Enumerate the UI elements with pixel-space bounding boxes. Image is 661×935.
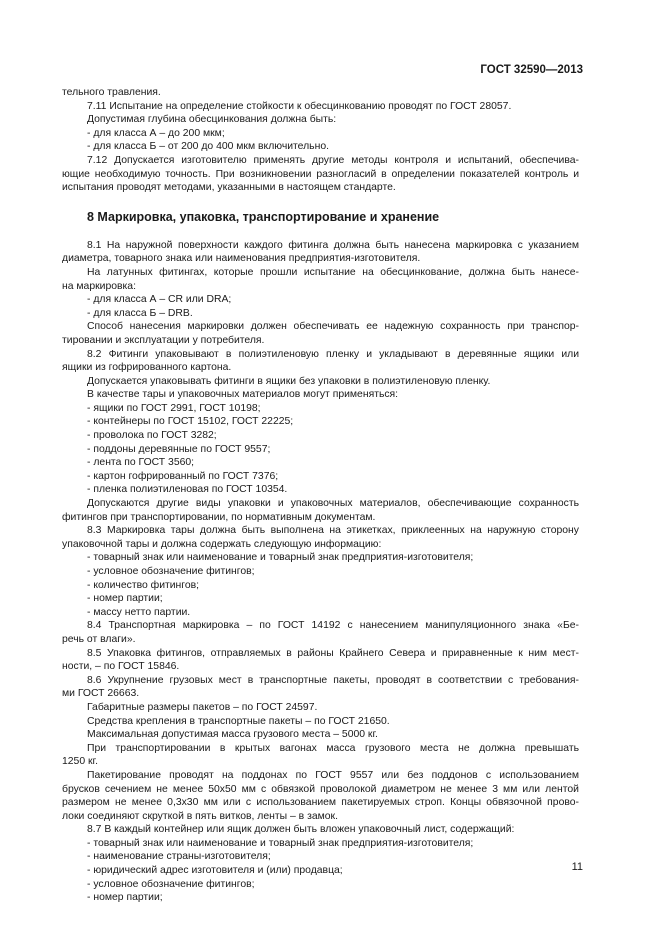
text-line: - проволока по ГОСТ 3282; xyxy=(87,430,217,442)
text-line: - наименование страны-изготовителя; xyxy=(87,851,271,863)
text-line: 7.12 Допускается изготовителю применять другие методы контроля и испытаний, обеспечива- xyxy=(87,154,579,166)
text-line: - массу нетто партии. xyxy=(87,606,191,618)
text-line: брусков сечением не менее 50х50 мм с обвязкой проволокой диаметром не менее 3 мм или лентой xyxy=(62,783,579,795)
text-line: Допускаются другие виды упаковки и упаковочных материалов, обеспечивающие сохранность xyxy=(87,498,579,510)
text-line: диаметра, товарного знака или наименования предприятия-изготовителя. xyxy=(62,253,421,265)
text-line: - контейнеры по ГОСТ 15102, ГОСТ 22225; xyxy=(87,416,294,428)
document-body xyxy=(62,86,579,905)
text-line: размером не менее 0,3х30 мм или с использованием пакетируемых строп. Концы обвязочной прово- xyxy=(62,797,579,809)
text-line: - для класса А – CR или DRA; xyxy=(87,294,232,306)
text-line: Максимальная допустимая масса грузового места – 5000 кг. xyxy=(87,729,378,741)
text-line: 7.11 Испытание на определение стойкости к обесцинкованию проводят по ГОСТ 28057. xyxy=(87,100,512,112)
page-number: 11 xyxy=(571,861,583,873)
text-line: - лента по ГОСТ 3560; xyxy=(87,457,195,469)
text-line: Габаритные размеры пакетов – по ГОСТ 24597. xyxy=(87,701,318,713)
text-line: 8.6 Укрупнение грузовых мест в транспортные пакеты, проводят в соответствии с требования- xyxy=(87,674,579,686)
text-line: - условное обозначение фитингов; xyxy=(87,878,255,890)
text-line: - для класса Б – DRB. xyxy=(87,307,193,319)
text-line: - картон гофрированный по ГОСТ 7376; xyxy=(87,470,279,482)
text-line: Способ нанесения маркировки должен обеспечивать ее надежную сохранность при транспор- xyxy=(87,321,579,333)
text-line: тельного травления. xyxy=(62,87,161,98)
section-title: 8 Маркировка, упаковка, транспортирование и хранение xyxy=(87,209,440,224)
text-line: Допустимая глубина обесцинкования должна быть: xyxy=(87,114,337,126)
section-7-text xyxy=(62,86,579,195)
text-line: - пленка полиэтиленовая по ГОСТ 10354. xyxy=(87,484,288,496)
text-line: В качестве тары и упаковочных материалов могут применяться: xyxy=(87,389,399,401)
text-line: ящики из гофрированного картона. xyxy=(62,362,232,374)
text-line: Пакетирование проводят на поддонах по ГОСТ 9557 или без поддонов с использованием xyxy=(87,769,579,781)
text-line: - для класса Б – от 200 до 400 мкм включительно. xyxy=(87,141,329,153)
text-line: - поддоны деревянные по ГОСТ 9557; xyxy=(87,443,271,455)
text-line: ми ГОСТ 26663. xyxy=(62,688,140,700)
text-line: 8.2 Фитинги упаковывают в полиэтиленовую пленку и укладывают в деревянные ящики или xyxy=(87,348,579,360)
text-line: - для класса А – до 200 мкм; xyxy=(87,127,225,139)
text-line: 1250 кг. xyxy=(62,756,98,768)
text-line: 8.3 Маркировка тары должна быть выполнена на этикетках, приклеенных на наружную сторону xyxy=(87,525,579,537)
text-line: При транспортировании в крытых вагонах масса грузового места не должна превышать xyxy=(87,742,579,754)
text-line: 8.7 В каждый контейнер или ящик должен быть вложен упаковочный лист, содержащий: xyxy=(87,824,515,836)
document-code-header: ГОСТ 32590—2013 xyxy=(480,64,583,76)
text-line: на маркировка: xyxy=(62,280,136,292)
text-line: испытания проводят методами, указанными в настоящем стандарте. xyxy=(62,182,396,194)
text-line: ющие необходимую точность. При возникновении разногласий в определении показателей контроль и xyxy=(62,168,579,180)
text-line: Средства крепления в транспортные пакеты – по ГОСТ 21650. xyxy=(87,715,390,727)
text-line: фитингов при транспортировании, по нормативным документам. xyxy=(62,511,376,523)
text-line: 8.4 Транспортная маркировка – по ГОСТ 14192 с нанесением манипуляционного знака «Бе- xyxy=(87,620,579,632)
text-line: - условное обозначение фитингов; xyxy=(87,566,255,577)
text-line: 8.5 Упаковка фитингов, отправляемых в районы Крайнего Севера и приравненные к ним мест- xyxy=(87,647,579,659)
text-line: - номер партии; xyxy=(87,593,163,605)
text-line: - количество фитингов; xyxy=(87,579,200,591)
text-line: На латунных фитингах, которые прошли испытание на обесцинкование, должна быть нанесе- xyxy=(87,266,579,278)
text-line: - товарный знак или наименование и товарный знак предприятия-изготовителя; xyxy=(87,837,474,849)
section-8-text xyxy=(62,239,579,905)
text-line: речь от влаги». xyxy=(62,633,136,645)
text-line: локи соединяют скруткой в пять витков, ленты – в замок. xyxy=(62,810,338,822)
text-line: Допускается упаковывать фитинги в ящики без упаковки в полиэтиленовую пленку. xyxy=(87,375,491,387)
text-line: - ящики по ГОСТ 2991, ГОСТ 10198; xyxy=(87,402,261,414)
text-line: 8.1 На наружной поверхности каждого фитинга должна быть нанесена маркировка с указанием xyxy=(87,239,579,251)
text-line: - товарный знак или наименование и товарный знак предприятия-изготовителя; xyxy=(87,552,474,564)
text-line: ности, – по ГОСТ 15846. xyxy=(62,661,180,673)
text-line: упаковочной тары и должна содержать следующую информацию: xyxy=(62,538,382,550)
text-line: - номер партии; xyxy=(87,892,163,904)
text-line: тировании и эксплуатации у потребителя. xyxy=(62,334,265,346)
text-line: - юридический адрес изготовителя и (или) продавца; xyxy=(87,865,343,877)
